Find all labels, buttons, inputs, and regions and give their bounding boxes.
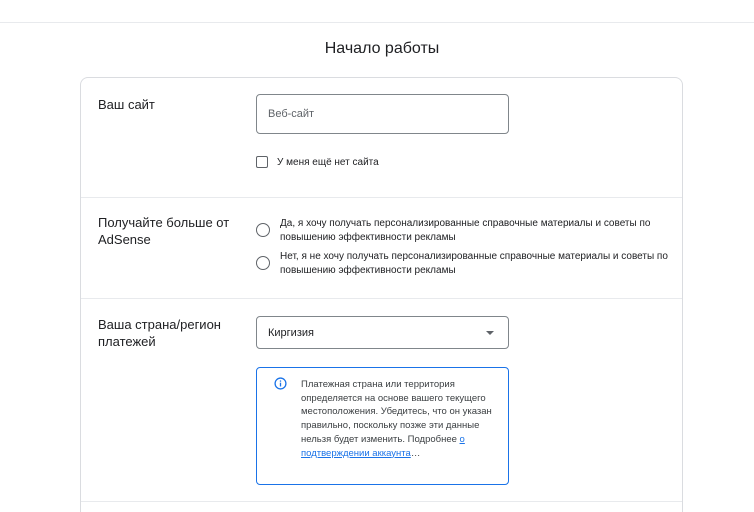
country-section-label-line1: Ваша страна/регион <box>98 317 221 332</box>
no-site-checkbox-label: У меня ещё нет сайта <box>277 156 379 168</box>
tips-no-radio[interactable] <box>256 256 270 270</box>
info-trailing: … <box>410 447 421 459</box>
country-section-label <box>98 316 221 350</box>
top-divider <box>0 22 754 23</box>
tips-no-radio-option[interactable] <box>256 250 676 277</box>
tips-yes-label: Да, я хочу получать персонализированные справочные материалы и советы по повышению эффективности рекламы <box>280 218 651 243</box>
account-verification-link[interactable]: о подтверждении аккаунта <box>301 433 465 459</box>
dropdown-caret-icon <box>486 331 494 335</box>
tips-yes-radio[interactable] <box>256 223 270 237</box>
no-site-checkbox-row[interactable] <box>256 156 379 168</box>
country-info-box <box>256 367 509 485</box>
info-text: Платежная страна или территория определяется на основе вашего текущего местоположения. Убедитесь, что он указан правильно, поскольку позже эти данные нельзя будет изменить. Подробнее <box>301 379 492 445</box>
section-divider <box>81 298 682 299</box>
website-input[interactable] <box>256 94 509 134</box>
setup-form-card <box>80 77 683 512</box>
tips-section-label <box>98 214 229 248</box>
country-select-value: Киргизия <box>268 326 314 339</box>
tips-no-label: Нет, я не хочу получать персонализированные справочные материалы и советы по повышению эффективности рекламы <box>280 251 668 276</box>
info-icon <box>274 377 287 390</box>
website-section-label: Ваш сайт <box>98 97 155 112</box>
country-section-label-line2: платежей <box>98 334 156 349</box>
section-divider <box>81 501 682 502</box>
page-title: Начало работы <box>324 40 440 57</box>
tips-section-label-line2: AdSense <box>98 232 151 247</box>
country-select[interactable] <box>256 316 509 349</box>
no-site-checkbox[interactable] <box>256 156 268 168</box>
tips-yes-radio-option[interactable] <box>256 217 676 244</box>
info-text-block <box>301 378 494 460</box>
section-divider <box>81 197 682 198</box>
tips-section-label-line1: Получайте больше от <box>98 215 230 230</box>
